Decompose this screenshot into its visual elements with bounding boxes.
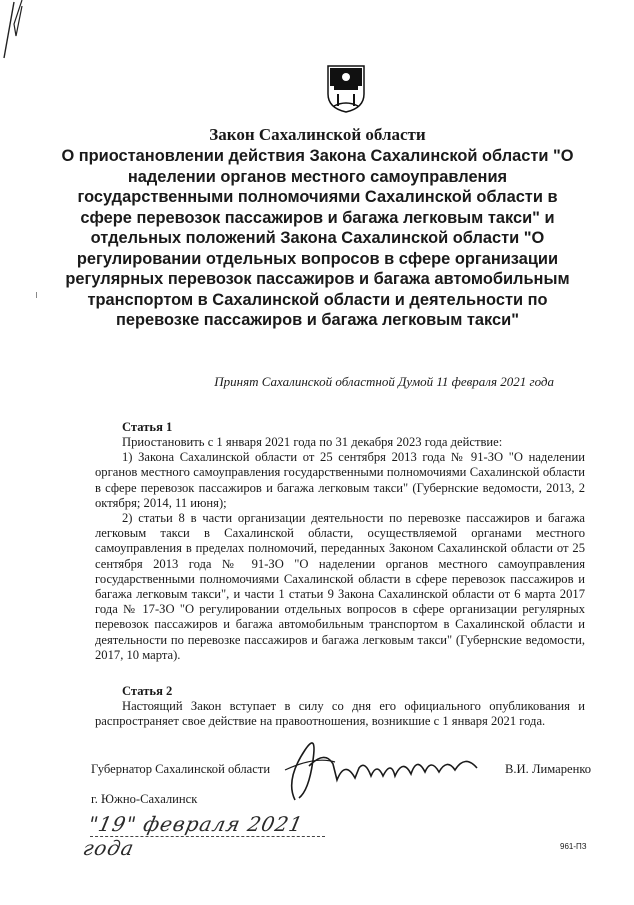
document-code: 961-ПЗ	[560, 842, 587, 851]
article-2-heading: Статья 2	[122, 684, 173, 698]
article-2-paragraph: Настоящий Закон вступает в силу со дня его официального опубликования и распространяет свое действие на правоотношения, возникшие с 1 января 2021 года.	[95, 699, 585, 729]
adoption-note: Принят Сахалинской областной Думой 11 февраля 2021 года	[214, 374, 554, 389]
date-underline	[90, 836, 325, 838]
handwritten-date-text: "19" февраля 2021 года	[80, 812, 306, 860]
article-1-paragraph: 2) статьи 8 в части организации деятельности по перевозке пассажиров и багажа легковым такси в Сахалинской области, осуществляемой органами местного самоуправления в пределах полномочий, переданных Законом Сахалинской области от 25 сентября 2013 года № 91-ЗО "О наделении органов местного самоуправления государственными полномочиями Сахалинской области в сфере перевозок пассажиров и багажа легковым такси", и части 1 статьи 9 Закона Сахалинской области от 6 марта 2017 года № 17-ЗО "О регулировании отдельных вопросов в сфере организации регулярных перевозок пассажиров и багажа автомобильным транспортом в Сахалинской области и деятельности по перевозке пассажиров и багажа легковым такси" (Губернские ведомости, 2017, 10 марта).	[95, 511, 585, 662]
coat-of-arms-emblem	[324, 64, 368, 114]
title-block	[60, 125, 575, 331]
handwritten-date	[80, 812, 326, 860]
handwritten-signature	[255, 720, 495, 810]
city: г. Южно-Сахалинск	[91, 792, 198, 806]
law-subtitle: О приостановлении действия Закона Сахалинской области "О наделении органов местного самоуправления государственными полномочиями Сахалинской области в сфере перевозок пассажиров и багажа легковым такси" и отдельных положений Закона Сахалинской области "О регулировании отдельных вопросов в сфере организации регулярных перевозок пассажиров и багажа автомобильным транспортом в Сахалинской области и деятельности по перевозке пассажиров и багажа легковым такси"	[61, 147, 574, 329]
article-1-paragraph: Приостановить с 1 января 2021 года по 31 декабря 2023 года действие:	[122, 435, 503, 449]
article-1-heading: Статья 1	[122, 420, 173, 434]
article-1-paragraph: 1) Закона Сахалинской области от 25 сентября 2013 года № 91-ЗО "О наделении органов местного самоуправления государственными полномочиями Сахалинской области в сфере перевозок пассажиров и багажа легковым такси" (Губернские ведомости, 2013, 2 октября; 2014, 11 июня);	[95, 450, 585, 510]
margin-handwriting-mark	[0, 0, 40, 80]
law-title: Закон Сахалинской области	[209, 125, 426, 144]
governor-name: В.И. Лимаренко	[505, 762, 592, 776]
scan-speck	[36, 292, 37, 298]
article-1	[95, 420, 585, 663]
governor-title: Губернатор Сахалинской области	[91, 762, 271, 776]
